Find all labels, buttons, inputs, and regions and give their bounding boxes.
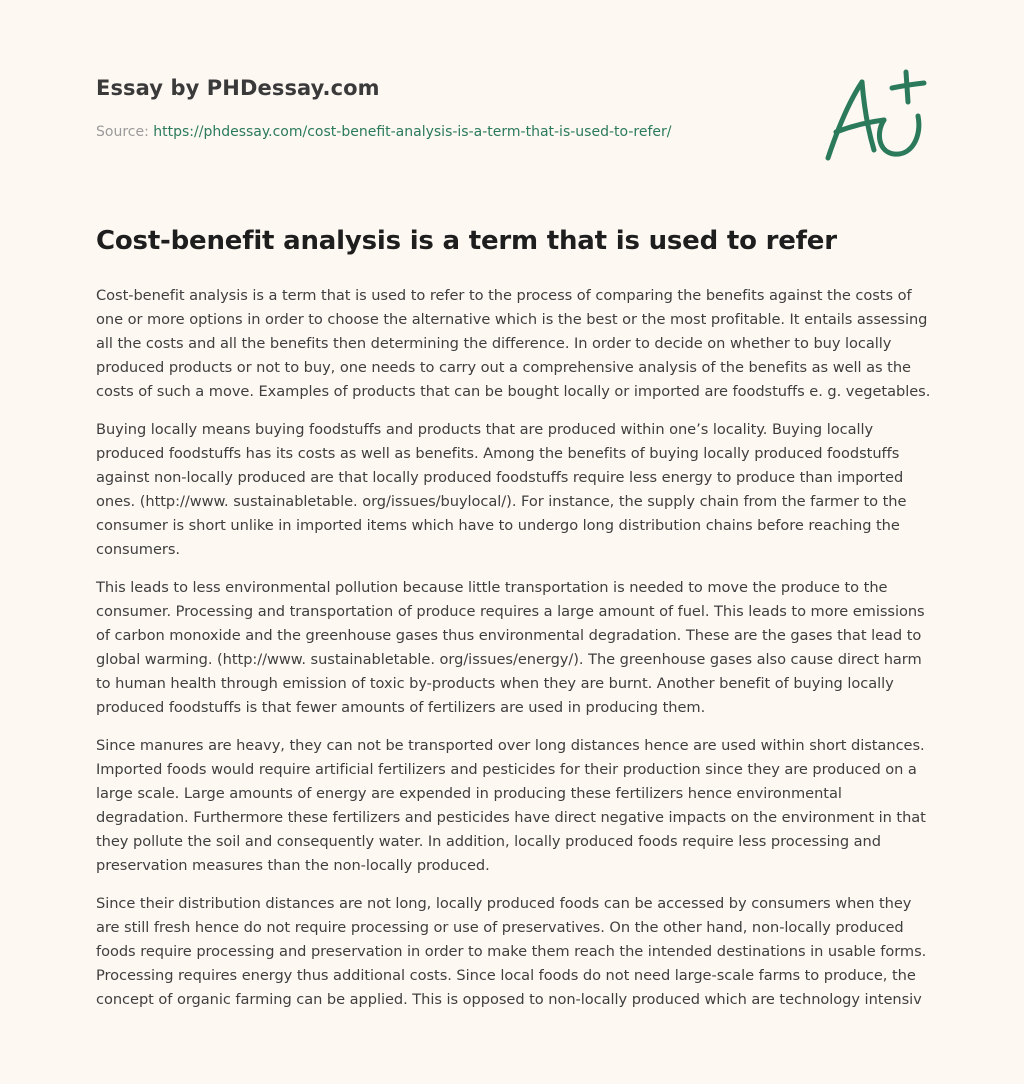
source-link[interactable]: https://phdessay.com/cost-benefit-analysis-is-a-term-that-is-used-to-refer/ [153, 124, 672, 140]
source-line [96, 124, 796, 140]
a-plus-grade-icon [818, 66, 930, 166]
site-brand: Essay by PHDessay.com [96, 76, 380, 100]
essay-paragraph: Cost-benefit analysis is a term that is used to refer to the process of comparing the benefits against the costs of one or more options in order to choose the alternative which is the best or the most profitable. It entails assessing all the costs and all the benefits then determining the difference. In order to decide on whether to buy locally produced products or not to buy, one needs to carry out a comprehensive analysis of the benefits as well as the costs of such a move. Examples of products that can be bought locally or imported are foodstuffs e. g. vegetables. [96, 287, 931, 400]
source-label: Source: [96, 124, 154, 140]
essay-body [96, 284, 932, 1026]
essay-paragraph: This leads to less environmental pollution because little transportation is needed to move the produce to the consumer. Processing and transportation of produce requires a large amount of fuel. This leads to more emissions of carbon monoxide and the greenhouse gases thus environmental degradation. These are the gases that lead to global warming. (http://www. sustainabletable. org/issues/energy/). The greenhouse gases also cause direct harm to human health through emission of toxic by-products when they are burnt. Another benefit of buying locally produced foodstuffs is that fewer amounts of fertilizers are used in producing them. [96, 579, 925, 716]
essay-paragraph: Since their distribution distances are not long, locally produced foods can be accessed by consumers when they are still fresh hence do not require processing or use of preservatives. On the other hand, non-locally produced foods require processing and preservation in order to make them reach the intended destinations in usable forms. Processing requires energy thus additional costs. Since local foods do not need large-scale farms to produce, the concept of organic farming can be applied. This is opposed to non-locally produced which are technology intensiv [96, 895, 927, 1008]
essay-paragraph: Buying locally means buying foodstuffs and products that are produced within one’s locality. Buying locally produced foodstuffs has its costs as well as benefits. Among the benefits of buying locally produced foodstuffs against non-locally produced are that locally produced foodstuffs require less energy to produce than imported ones. (http://www. sustainabletable. org/issues/buylocal/). For instance, the supply chain from the farmer to the consumer is short unlike in imported items which have to undergo long distribution chains before reaching the consumers. [96, 421, 907, 558]
essay-title: Cost-benefit analysis is a term that is used to refer [96, 226, 837, 256]
essay-paragraph: Since manures are heavy, they can not be transported over long distances hence are used within short distances. Imported foods would require artificial fertilizers and pesticides for their production since they are produced on a large scale. Large amounts of energy are expended in producing these fertilizers hence environmental degradation. Furthermore these fertilizers and pesticides have direct negative impacts on the environment in that they pollute the soil and consequently water. In addition, locally produced foods require less processing and preservation measures than the non-locally produced. [96, 737, 926, 874]
essay-header [96, 76, 796, 140]
